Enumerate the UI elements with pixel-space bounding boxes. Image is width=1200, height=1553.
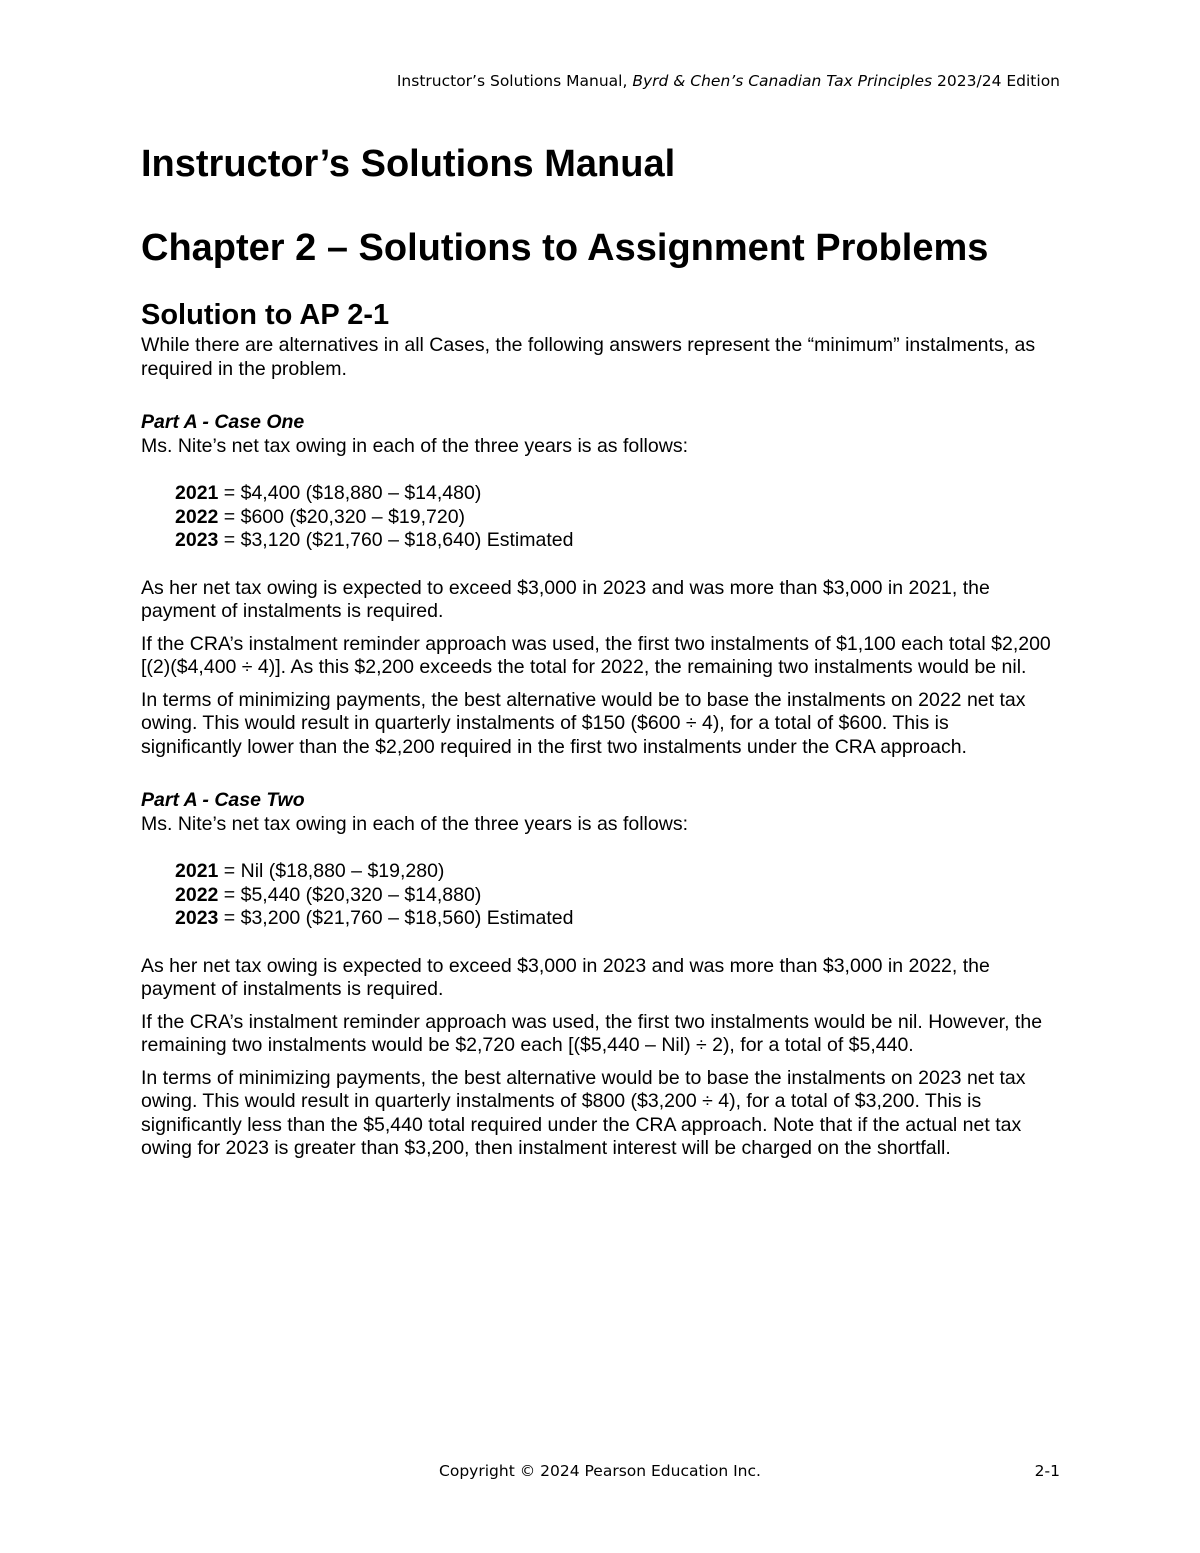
chapter-title: Chapter 2 – Solutions to Assignment Problems: [141, 227, 989, 269]
year-value: = $5,440 ($20,320 – $14,880): [218, 883, 482, 906]
intro-paragraph: While there are alternatives in all Cases, the following answers represent the “minimum” instalments, as required in the problem.: [141, 334, 1036, 380]
case-two-year-list: [175, 860, 1051, 931]
case-one-year-list: [175, 482, 1051, 553]
running-header: [160, 72, 1060, 90]
case-two-heading: Part A - Case Two: [141, 789, 305, 811]
year-value: = Nil ($18,880 – $19,280): [218, 860, 445, 882]
running-header-suffix: 2023/24 Edition: [932, 72, 1060, 90]
page-content: [141, 140, 1051, 1161]
page-title: Instructor’s Solutions Manual: [141, 143, 676, 185]
year-label: 2023: [175, 907, 219, 929]
section-title: Solution to AP 2-1: [141, 299, 390, 331]
running-header-book-title: Byrd & Chen’s Canadian Tax Principles: [632, 72, 933, 90]
list-item: [175, 482, 1051, 506]
case-one-lead: Ms. Nite’s net tax owing in each of the three years is as follows:: [141, 434, 688, 457]
list-item: [175, 860, 1051, 884]
case-two-paragraph: If the CRA’s instalment reminder approach was used, the first two instalments would be nil. However, the remaining two instalments would be $2,720 each [($5,440 – Nil) ÷ 2), for a total of $5,440.: [141, 1010, 1043, 1056]
list-item: [175, 506, 1051, 530]
case-two-paragraph: In terms of minimizing payments, the best alternative would be to base the instalments on 2023 net tax owing. This would result in quarterly instalments of $800 ($3,200 ÷ 4), for a total of $3,200. This is significantly less than the $5,440 total required under the CRA approach. Note that if the actual net tax owing for 2023 is greater than $3,200, then instalment interest will be charged on the shortfall.: [141, 1066, 1026, 1159]
running-header-prefix: Instructor’s Solutions Manual,: [396, 72, 633, 90]
case-one-paragraph: As her net tax owing is expected to exceed $3,000 in 2023 and was more than $3,000 in 2021, the payment of instalments is required.: [141, 576, 990, 622]
case-one-paragraph: In terms of minimizing payments, the best alternative would be to base the instalments on 2022 net tax owing. This would result in quarterly instalments of $150 ($600 ÷ 4), for a total of $600. This is significantly lower than the $2,200 required in the first two instalments under the CRA approach.: [141, 688, 1026, 758]
page-number: 2-1: [1034, 1462, 1060, 1480]
year-label: 2021: [175, 860, 219, 882]
case-one-heading: Part A - Case One: [141, 411, 305, 433]
year-value: = $600 ($20,320 – $19,720): [218, 505, 466, 528]
list-item: [175, 884, 1051, 908]
list-item: [175, 907, 1051, 931]
year-value: = $4,400 ($18,880 – $14,480): [218, 482, 482, 504]
case-two-lead: Ms. Nite’s net tax owing in each of the three years is as follows:: [141, 812, 688, 835]
case-one-paragraph: If the CRA’s instalment reminder approach was used, the first two instalments of $1,100 each total $2,200 [(2)($4,400 ÷ 4)]. As this $2,200 exceeds the total for 2022, the remaining two instalments would be nil.: [141, 632, 1051, 678]
list-item: [175, 529, 1051, 553]
year-value: = $3,200 ($21,760 – $18,560) Estimated: [218, 907, 574, 929]
case-two-paragraph: As her net tax owing is expected to exceed $3,000 in 2023 and was more than $3,000 in 2022, the payment of instalments is required.: [141, 954, 990, 1000]
year-label: 2022: [175, 883, 219, 906]
year-label: 2022: [175, 505, 219, 528]
year-label: 2021: [175, 482, 219, 504]
year-value: = $3,120 ($21,760 – $18,640) Estimated: [218, 529, 574, 551]
year-label: 2023: [175, 529, 219, 551]
copyright-notice: Copyright © 2024 Pearson Education Inc.: [439, 1462, 761, 1480]
